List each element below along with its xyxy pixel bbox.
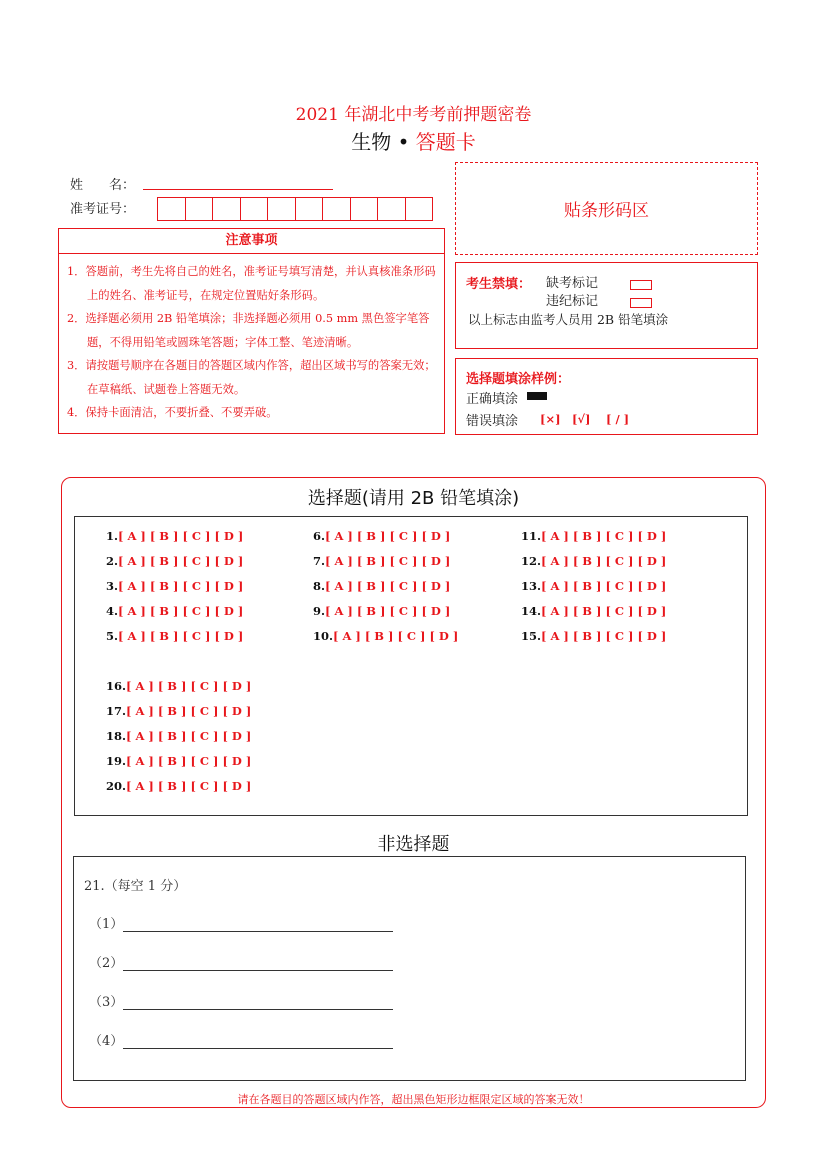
question-number: 17. — [106, 704, 127, 718]
id-cell[interactable] — [157, 197, 186, 221]
barcode-area — [455, 162, 758, 255]
absent-mark[interactable] — [630, 274, 652, 293]
mc-question[interactable] — [106, 529, 243, 543]
mc-question[interactable] — [313, 554, 450, 568]
absent-label: 缺考标记 — [546, 276, 599, 291]
question-number: 11. — [521, 529, 542, 543]
mc-question[interactable] — [106, 679, 251, 693]
answer-options[interactable]: [ A ] [ B ] [ C ] [ D ] — [118, 604, 244, 618]
answer-options[interactable]: [ A ] [ B ] [ C ] [ D ] — [325, 604, 451, 618]
violation-label: 违纪标记 — [546, 294, 599, 309]
notice-item: 4．保持卡面清洁，不要折叠、不要弄破。 — [67, 406, 278, 419]
mc-question[interactable] — [521, 554, 666, 568]
notice-item: 2．选择题必须用 2B 铅笔填涂；非选择题必须用 0.5 mm 黑色签字笔答题，不得用铅笔或圆珠笔答题；字体工整、笔迹清晰。 — [67, 312, 430, 349]
answer-options[interactable]: [ A ] [ B ] [ C ] [ D ] — [126, 779, 252, 793]
barcode-label: 贴条形码区 — [564, 201, 649, 221]
id-cell[interactable] — [377, 197, 406, 221]
forbid-note: 以上标志由监考人员用 2B 铅笔填涂 — [468, 312, 669, 327]
mc-question[interactable] — [521, 604, 666, 618]
wrong-fill-sample: [√] — [572, 412, 591, 426]
mc-question[interactable] — [521, 529, 666, 543]
answer-blank[interactable] — [89, 913, 393, 932]
answer-options[interactable]: [ A ] [ B ] [ C ] [ D ] — [325, 554, 451, 568]
question-number: 5. — [106, 629, 119, 643]
blank-number: （3） — [89, 995, 124, 1010]
answer-options[interactable]: [ A ] [ B ] [ C ] [ D ] — [118, 629, 244, 643]
blank-number: （2） — [89, 956, 124, 971]
notice-heading: 注意事项 — [59, 229, 444, 254]
mc-question[interactable] — [313, 529, 450, 543]
answer-options[interactable]: [ A ] [ B ] [ C ] [ D ] — [126, 729, 252, 743]
question-number: 13. — [521, 579, 542, 593]
title-dot: • — [391, 130, 416, 154]
answer-options[interactable]: [ A ] [ B ] [ C ] [ D ] — [541, 554, 667, 568]
mc-question[interactable] — [106, 729, 251, 743]
footer-warning: 请在各题目的答题区域内作答，超出黑色矩形边框限定区域的答案无效！ — [237, 1093, 590, 1106]
answer-line[interactable] — [123, 1034, 393, 1049]
id-cell[interactable] — [405, 197, 434, 221]
exam-title: 2021 年湖北中考考前押题密卷 — [295, 105, 532, 125]
question-number: 1. — [106, 529, 119, 543]
question-number: 20. — [106, 779, 127, 793]
mc-question[interactable] — [106, 754, 251, 768]
nc-question-21: 21.（每空 1 分） — [84, 879, 187, 894]
subject-name: 生物 — [351, 130, 392, 154]
notice-item: 3．请按题号顺序在各题目的答题区域内作答，超出区域书写的答案无效；在草稿纸、试题卷上答题无效。 — [67, 359, 436, 396]
id-label: 准考证号： — [70, 202, 136, 217]
question-number: 7. — [313, 554, 326, 568]
question-number: 10. — [313, 629, 334, 643]
name-label: 姓 名： — [70, 178, 136, 193]
question-number: 12. — [521, 554, 542, 568]
question-number: 15. — [521, 629, 542, 643]
forbid-heading: 考生禁填： — [466, 277, 532, 292]
answer-options[interactable]: [ A ] [ B ] [ C ] [ D ] — [325, 529, 451, 543]
answer-line[interactable] — [123, 917, 393, 932]
fill-example-box — [455, 358, 758, 435]
question-number: 18. — [106, 729, 127, 743]
forbid-box — [455, 262, 758, 349]
wrong-fill-sample: [ / ] — [606, 412, 630, 426]
notice-box — [58, 228, 445, 434]
id-cell[interactable] — [267, 197, 296, 221]
question-number: 2. — [106, 554, 119, 568]
id-cell[interactable] — [185, 197, 214, 221]
mc-question[interactable] — [106, 704, 251, 718]
answer-blank[interactable] — [89, 952, 393, 971]
answer-options[interactable]: [ A ] [ B ] [ C ] [ D ] — [118, 554, 244, 568]
answer-options[interactable]: [ A ] [ B ] [ C ] [ D ] — [118, 579, 244, 593]
mc-question[interactable] — [313, 579, 450, 593]
correct-fill-label: 正确填涂 — [466, 392, 519, 407]
mc-question[interactable] — [313, 604, 450, 618]
answer-options[interactable]: [ A ] [ B ] [ C ] [ D ] — [541, 604, 667, 618]
blank-number: （1） — [89, 917, 124, 932]
id-number-grid[interactable] — [158, 197, 433, 221]
wrong-fill-label: 错误填涂 — [466, 414, 519, 429]
answer-line[interactable] — [123, 956, 393, 971]
wrong-fill-sample: [×] — [540, 412, 561, 426]
violation-mark[interactable] — [630, 292, 652, 311]
question-number: 4. — [106, 604, 119, 618]
answer-blank[interactable] — [89, 1030, 393, 1049]
id-cell[interactable] — [212, 197, 241, 221]
question-number: 8. — [313, 579, 326, 593]
notice-item: 1．答题前，考生先将自己的姓名，准考证号填写清楚，并认真核准条形码上的姓名、准考证号，在规定位置贴好条形码。 — [67, 265, 436, 302]
mc-question[interactable] — [106, 779, 251, 793]
answer-line[interactable] — [123, 995, 393, 1010]
blank-number: （4） — [89, 1034, 124, 1049]
answer-options[interactable]: [ A ] [ B ] [ C ] [ D ] — [541, 529, 667, 543]
answer-options[interactable]: [ A ] [ B ] [ C ] [ D ] — [126, 754, 252, 768]
answer-options[interactable]: [ A ] [ B ] [ C ] [ D ] — [126, 704, 252, 718]
answer-options[interactable]: [ A ] [ B ] [ C ] [ D ] — [541, 579, 667, 593]
sheet-type: 答题卡 — [415, 130, 476, 154]
id-cell[interactable] — [322, 197, 351, 221]
answer-options[interactable]: [ A ] [ B ] [ C ] [ D ] — [126, 679, 252, 693]
question-number: 3. — [106, 579, 119, 593]
mc-question[interactable] — [106, 579, 243, 593]
answer-options[interactable]: [ A ] [ B ] [ C ] [ D ] — [541, 629, 667, 643]
mc-question[interactable] — [106, 554, 243, 568]
question-number: 6. — [313, 529, 326, 543]
mc-question[interactable] — [313, 629, 458, 643]
answer-options[interactable]: [ A ] [ B ] [ C ] [ D ] — [325, 579, 451, 593]
sheet-title — [0, 126, 827, 155]
correct-fill-sample — [527, 392, 547, 400]
id-cell[interactable] — [295, 197, 324, 221]
mc-question[interactable] — [106, 629, 243, 643]
name-field[interactable] — [143, 173, 333, 190]
question-number: 14. — [521, 604, 542, 618]
mc-question[interactable] — [521, 579, 666, 593]
id-cell[interactable] — [350, 197, 379, 221]
answer-options[interactable]: [ A ] [ B ] [ C ] [ D ] — [118, 529, 244, 543]
answer-blank[interactable] — [89, 991, 393, 1010]
nc-section-title: 非选择题 — [377, 834, 450, 855]
mc-question[interactable] — [106, 604, 243, 618]
mc-question[interactable] — [521, 629, 666, 643]
answer-options[interactable]: [ A ] [ B ] [ C ] [ D ] — [333, 629, 459, 643]
question-number: 19. — [106, 754, 127, 768]
question-number: 16. — [106, 679, 127, 693]
question-number: 9. — [313, 604, 326, 618]
id-cell[interactable] — [240, 197, 269, 221]
example-heading: 选择题填涂样例： — [466, 372, 571, 387]
mc-section-title: 选择题(请用 2B 铅笔填涂) — [307, 488, 520, 509]
